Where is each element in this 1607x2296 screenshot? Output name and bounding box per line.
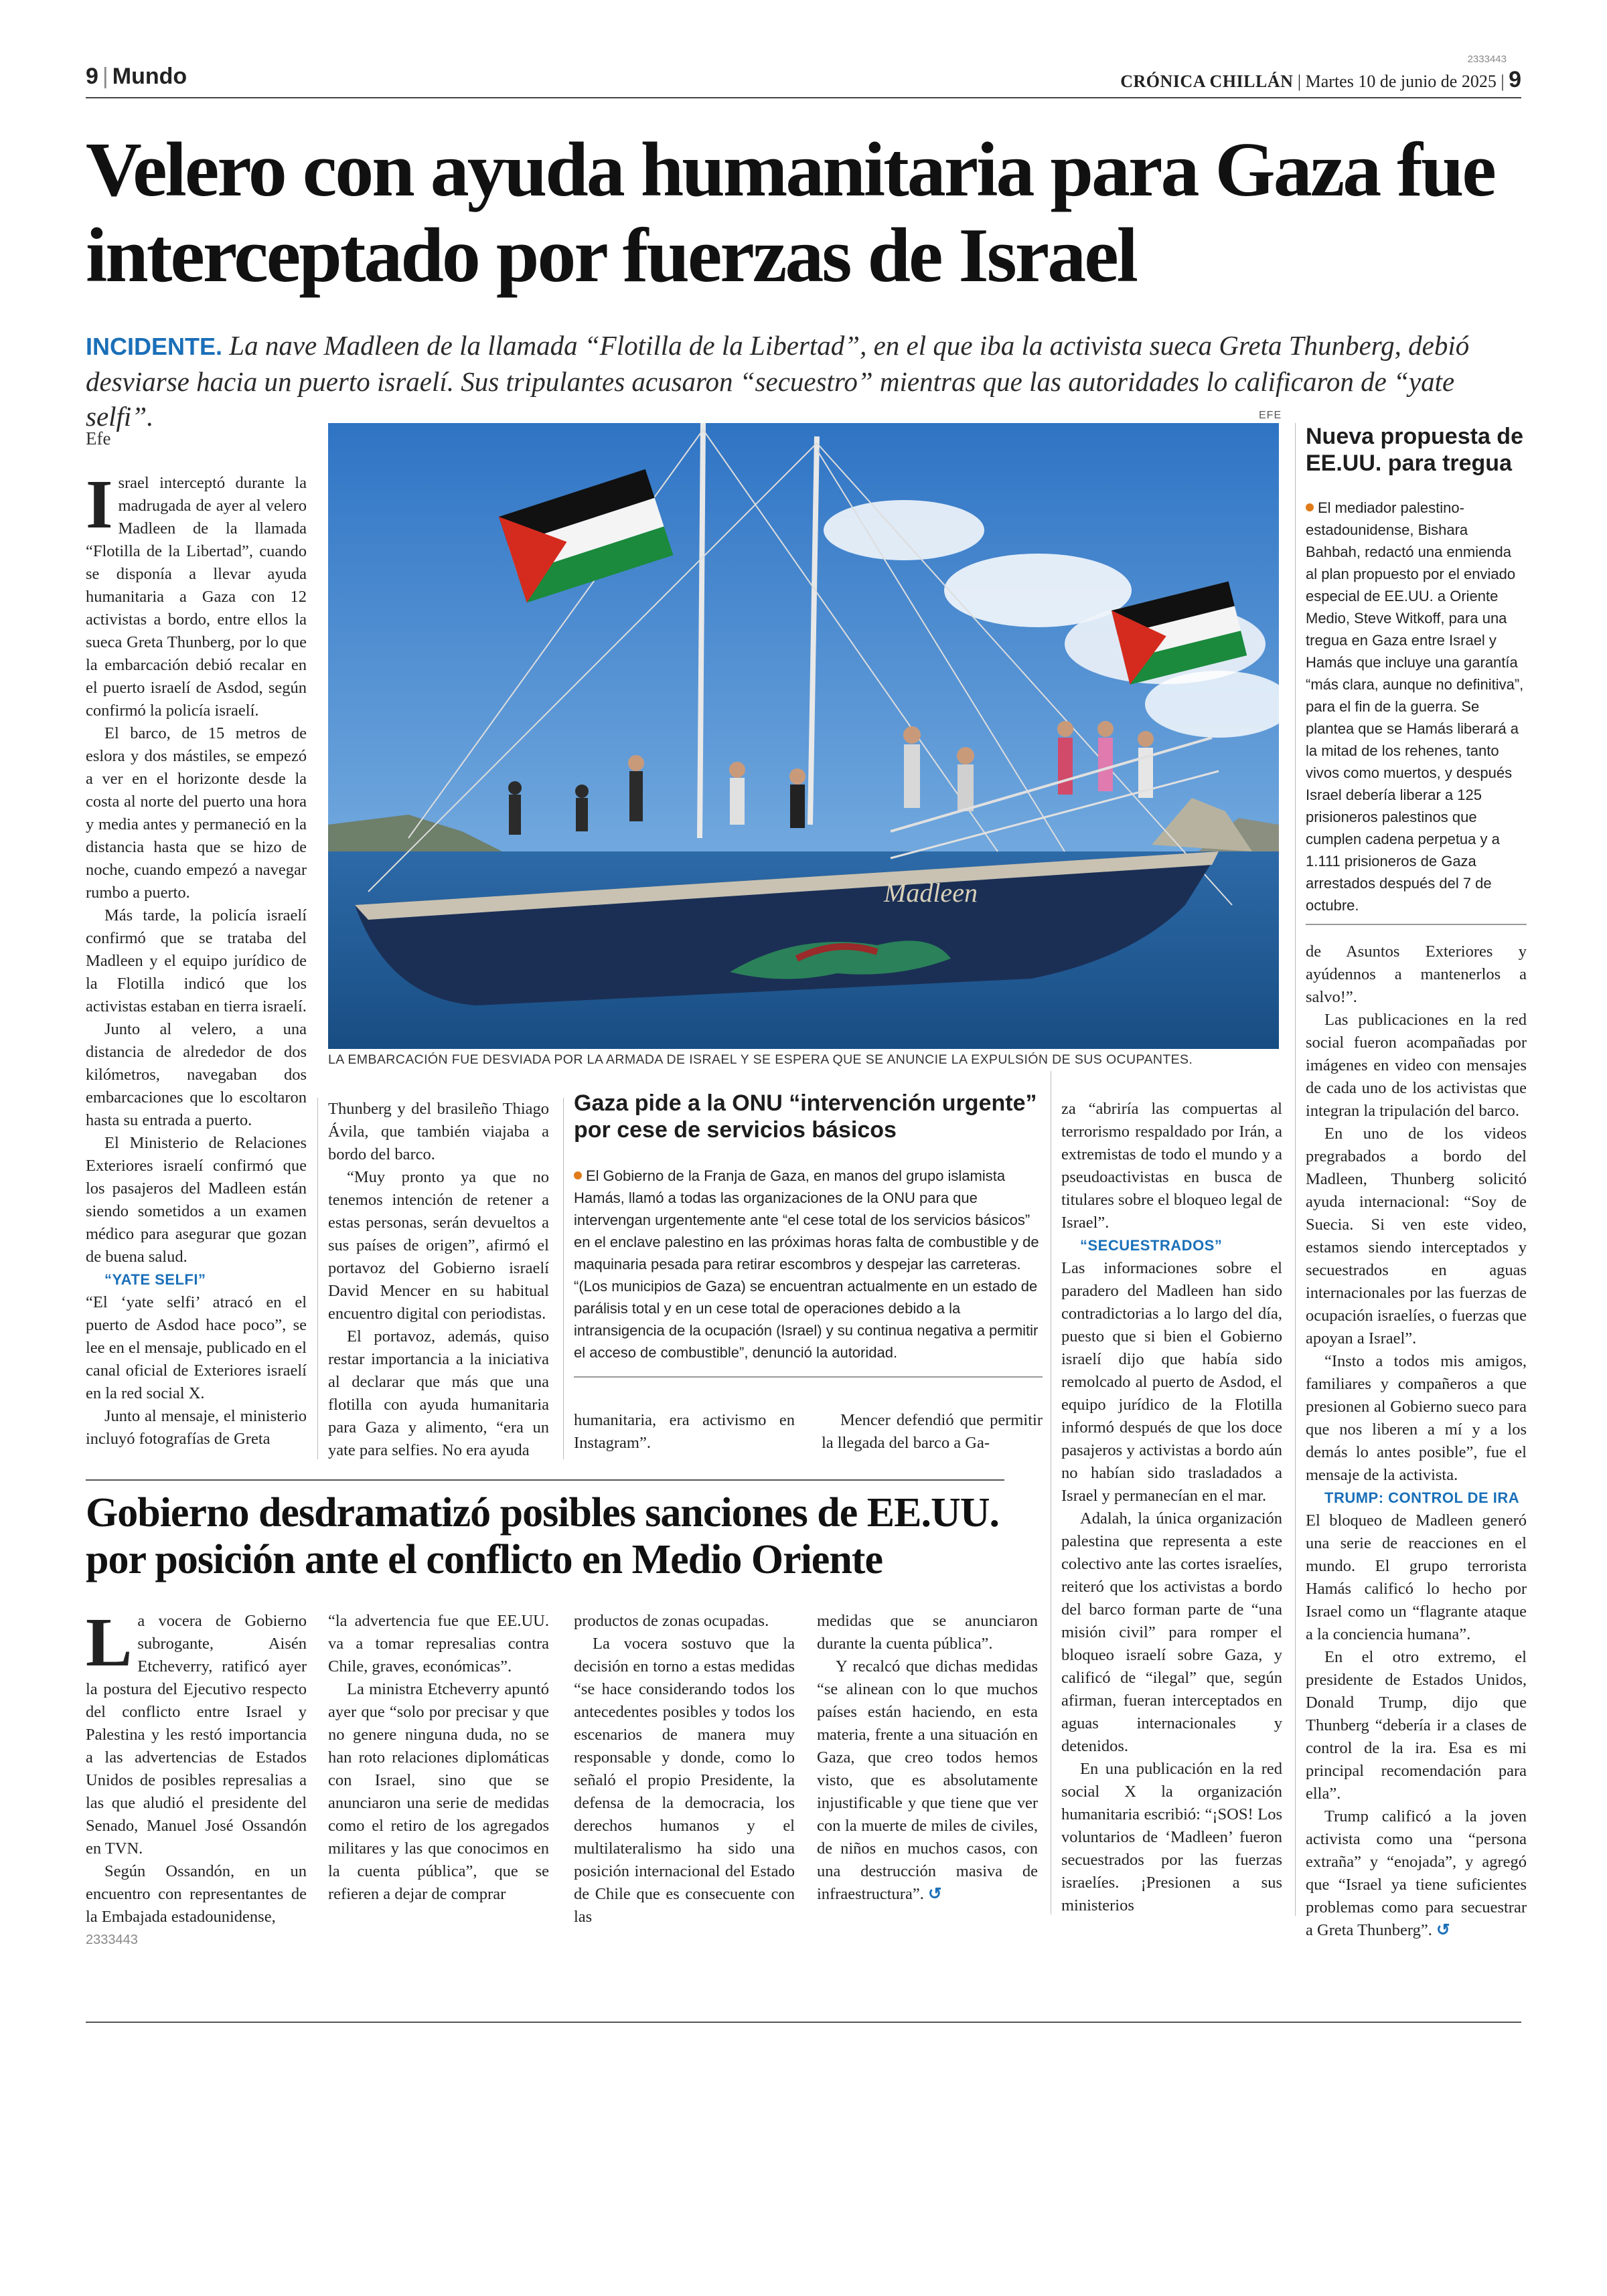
paragraph: za “abriría las compuertas al terrorismo respaldado por Irán, a extremistas de todo el mundo y a pseudoactivistas en busca de titulares sobre el bloqueo legal de Israel”.: [1061, 1100, 1282, 1232]
header-rule: [86, 97, 1521, 98]
paragraph: En uno de los videos pregrabados a bordo del Madleen, Thunberg solicitó ayuda internacional: “Soy de Suecia. Si ven este video, estamos siendo interceptados y secuestrados en aguas internacionales por las fuerzas de ocupación israelíes, o fuerzas que apoyan a Israel”.: [1306, 1125, 1527, 1347]
paragraph: La vocera sostuvo que la decisión en torno a estas medidas “se hace considerando todos los antecedentes posibles y todos los escenarios de manera muy responsable y donde, como lo señaló el propio Presidente, la defensa de la democracia, los derechos humanos y el multilateralismo ha sido una posición internacional del Estado de Chile que es consecuente con las: [574, 1635, 795, 1926]
sailboat-illustration: [328, 423, 1279, 1049]
bullet-dot: [574, 1171, 582, 1179]
photo-credit: EFE: [1259, 410, 1282, 421]
sidebar-title: Nueva propuesta de EE.UU. para tregua: [1306, 424, 1523, 476]
sidebar-rule: [1306, 924, 1527, 925]
column-rule: [317, 1098, 318, 1459]
second-story-column-2: [328, 1610, 549, 1906]
main-story-column-3: [574, 1409, 795, 1455]
column-rule: [1295, 423, 1296, 1916]
gaza-box-title: Gaza pide a la ONU “intervención urgente” por cese de servicios básicos: [574, 1090, 1037, 1143]
second-story-rule: [86, 1479, 1004, 1481]
paragraph: “Muy pronto ya que no tenemos intención de retener a estas personas, serán devueltos a sus países de origen”, afirmó el portavoz del Gobierno israelí David Mencer en su habitual encuentro digital con periodistas.: [328, 1168, 549, 1323]
paragraph: Mencer defendió que permitir la llegada del barco a Ga-: [822, 1411, 1043, 1452]
paragraph: “El ‘yate selfi’ atracó en el puerto de Asdod hace poco”, se lee en el mensaje, publicado en el canal oficial de Exteriores israelí en la red social X.: [86, 1293, 307, 1402]
paragraph: “Insto a todos mis amigos, familiares y compañeros a que presionen al Gobierno sueco para que nos liberen a mí y a los demás lo antes posible”, fue el mensaje de la activista.: [1306, 1352, 1527, 1484]
paragraph: Las informaciones sobre el paradero del Madleen han sido contradictorias a lo largo del día, puesto que si bien el Gobierno israelí dijo que había sido remolcado al puerto de Asdod, el equipo jurídico de la Flotilla informó después de que los doce pasajeros y activistas a bordo aún no habían sido trasladados a Israel y permanecían en el mar.: [1061, 1259, 1282, 1505]
subhead-trump: TRUMP: CONTROL DE IRA: [1324, 1489, 1520, 1506]
paragraph: La ministra Etcheverry apuntó ayer que “solo por precisar y que no genere ninguna duda, no se han roto relaciones diplomáticas con Israel, sino que se anunciaron una serie de medidas como el retiro de los agregados militares y las que conocimos en la cuenta pública”, que se refieren a dejar de comprar: [328, 1680, 549, 1903]
subhead-yate-selfi: “YATE SELFI”: [104, 1271, 206, 1288]
deck-text: La nave Madleen de la llamada “Flotilla de la Libertad”, en el que iba la activista sueca Greta Thunberg, debió desviarse hacia un puerto israelí. Sus tripulantes acusaron “secuestro” mientras que las autoridades lo calificaron de “yate selfi”.: [86, 330, 1470, 432]
page-number-left: 9: [86, 64, 98, 89]
newspaper-name: CRÓNICA CHILLÁN: [1120, 72, 1294, 91]
end-mark-icon: ↺: [927, 1885, 942, 1903]
second-headline: Gobierno desdramatizó posibles sanciones de EE.UU. por posición ante el conflicto en Medio Oriente: [86, 1490, 1000, 1582]
paragraph: En el otro extremo, el presidente de Estados Unidos, Donald Trump, dijo que Thunberg “debería ir a clases de control de la ira. Esa es mi principal recomendación para ella”.: [1306, 1648, 1527, 1803]
paragraph: [1306, 1805, 1527, 1942]
paragraph: Adalah, la única organización palestina que representa a este colectivo ante las cortes israelíes, reiteró que los activistas a bordo del barco forman parte de “una misión civil” para romper el bloqueo israelí sobre Gaza, y calificó de “ilegal” que, según afirman, fueran interceptados en aguas internacionales y detenidos.: [1061, 1509, 1282, 1755]
paragraph-text: Trump calificó a la joven activista como una “persona extraña” y “enojada”, y agregó que “Israel ya tiene suficientes problemas como para secuestrar a Greta Thunberg”.: [1306, 1807, 1527, 1939]
sidebar-body: [1306, 497, 1527, 916]
second-story-column-4: [817, 1610, 1038, 1906]
header-id-code: 2333443: [1467, 54, 1507, 65]
main-story-column-6: [1306, 940, 1527, 1942]
paragraph: Junto al velero, a una distancia de alrededor de dos kilómetros, navegaban dos embarcaciones que lo escoltaron hasta su entrada a puerto.: [86, 1020, 307, 1129]
gaza-box-rule: [574, 1376, 1043, 1378]
deck: [86, 328, 1525, 434]
page-section-header: 9 | Mundo: [86, 64, 187, 89]
second-story-column-3: [574, 1610, 795, 1929]
gaza-box-body: [574, 1165, 1043, 1364]
end-mark-icon: ↺: [1436, 1921, 1450, 1939]
main-story-column-2: [328, 1098, 549, 1462]
bullet-dot: [1306, 503, 1314, 511]
dropcap: L: [86, 1604, 133, 1681]
paragraph: El bloqueo de Madleen generó una serie de reacciones en el mundo. El grupo terrorista Hamás calificó lo hecho por Israel como un “flagrante ataque a la conciencia humana”.: [1306, 1511, 1527, 1643]
id-code: 2333443: [86, 1933, 138, 1947]
second-story-column-1: [86, 1604, 307, 1951]
main-story-column-4: [822, 1409, 1043, 1455]
section-name: Mundo: [112, 64, 187, 89]
paragraph: srael interceptó durante la madrugada de ayer al velero Madleen de la llamada “Flotilla de la Libertad”, cuando se disponía a llevar ayuda humanitaria a Gaza con 12 activistas a bordo, entre ellos la sueca Greta Thunberg, por lo que la embarcación debió recalar en el puerto israelí de Asdod, según confirmó la policía israelí.: [86, 474, 307, 720]
paragraph: humanitaria, era activismo en Instagram”.: [574, 1411, 795, 1452]
paragraph: Junto al mensaje, el ministerio incluyó fotografías de Greta: [86, 1407, 307, 1448]
paragraph: “la advertencia fue que EE.UU. va a tomar represalias contra Chile, graves, económicas”.: [328, 1612, 549, 1675]
paragraph: productos de zonas ocupadas.: [574, 1612, 769, 1630]
paragraph: El barco, de 15 metros de eslora y dos mástiles, se empezó a ver en el horizonte desde la costa al norte del puerto una hora y media antes y permaneció en la distancia hasta que se hizo de noche, cuando empezó a navegar rumbo a puerto.: [86, 724, 307, 902]
photo-caption: LA EMBARCACIÓN FUE DESVIADA POR LA ARMADA DE ISRAEL Y SE ESPERA QUE SE ANUNCIE LA EXPULSIÓN DE SUS OCUPANTES.: [328, 1052, 1193, 1067]
paragraph: a vocera de Gobierno subrogante, Aisén Etcheverry, ratificó ayer la postura del Ejecutivo respecto del conflicto entre Israel y Palestina y les restó importancia a las advertencias de Estados Unidos de posibles represalias a las que aludió el presidente del Senado, Manuel José Ossandón en TVN.: [86, 1612, 307, 1858]
boat-name: Madleen: [884, 878, 978, 908]
paragraph: El portavoz, además, quiso restar importancia a la iniciativa al declarar que más que una flotilla con ayuda humanitaria para Gaza y alimento, “era un yate para selfies. No era ayuda: [328, 1327, 549, 1459]
kicker: INCIDENTE.: [86, 333, 223, 360]
column-rule: [563, 1098, 564, 1459]
newspaper-dateline: CRÓNICA CHILLÁN | Martes 10 de junio de 2025 | 9: [1120, 67, 1521, 92]
gaza-box-text: El Gobierno de la Franja de Gaza, en manos del grupo islamista Hamás, llamó a todas las organizaciones de la ONU para que intervengan urgentemente ante “el cese total de los servicios básicos” en el enclave palestino en las próximas horas falta de combustible y de maquinaria pesada para retirar escombros y despejar las carreteras. “(Los municipios de Gaza) se encuentran actualmente en un estado de parálisis total y en un cese total de operaciones debido a la intransigencia de la ocupación (Israel) y su continua negativa a permitir el acceso de combustible”, denunció la autoridad.: [574, 1167, 1039, 1361]
paragraph: Más tarde, la policía israelí confirmó que se trataba del Madleen y el equipo jurídico de la Flotilla indicó que los activistas estaban en tierra israelí.: [86, 906, 307, 1015]
sidebar-text: El mediador palestino-estadounidense, Bishara Bahbah, redactó una enmienda al plan propuesto por el enviado especial de EE.UU. a Oriente Medio, Steve Witkoff, para una tregua en Gaza entre Israel y Hamás que incluye una garantía “más clara, aunque no definitiva”, para el fin de la guerra. Se plantea que se Hamás liberará a la mitad de los rehenes, tanto vivos como muertos, y después Israel debería liberar a 125 prisioneros palestinos que cumplen cadena perpetua y a 1.111 prisioneros de Gaza arrestados después del 7 de octubre.: [1306, 499, 1524, 914]
paragraph: medidas que se anunciaron durante la cuenta pública”.: [817, 1612, 1038, 1653]
paragraph: Y recalcó que dichas medidas “se alinean con lo que muchos países están haciendo, en esta materia, frente a una situación en Gaza, que creo todos hemos visto, que es absolutamente injustificable y que tiene que ver con la muerte de miles de civiles, de niños en muchos casos, con una destrucción masiva de infraestructura”.: [817, 1657, 1038, 1903]
dropcap: I: [86, 466, 113, 543]
paragraph: Las publicaciones en la red social fueron acompañadas por imágenes en video con mensajes de cada uno de los activistas que integran la tripulación del barco.: [1306, 1011, 1527, 1120]
publication-date: Martes 10 de junio de 2025: [1305, 72, 1497, 91]
main-headline: Velero con ayuda humanitaria para Gaza fue interceptado por fuerzas de Israel: [86, 127, 1495, 299]
paragraph: Según Ossandón, en un encuentro con representantes de la Embajada estadounidense,: [86, 1862, 307, 1926]
byline: Efe: [86, 428, 111, 448]
boat-photo: [328, 423, 1279, 1049]
paragraph: En una publicación en la red social X la organización humanitaria escribió: “¡SOS! Los voluntarios de ‘Madleen’ fueron secuestrados por las fuerzas israelíes. ¡Presionen a sus ministerios: [1061, 1760, 1282, 1914]
main-story-column-1: [86, 466, 307, 1451]
page-number-right: 9: [1509, 67, 1521, 92]
footer-rule: [86, 2022, 1521, 2023]
paragraph: de Asuntos Exteriores y ayúdennos a mantenerlos a salvo!”.: [1306, 942, 1527, 1006]
paragraph: El Ministerio de Relaciones Exteriores israelí confirmó que los pasajeros del Madleen están siendo sometidos a un examen médico para asegurar que gozan de buena salud.: [86, 1134, 307, 1266]
subhead-secuestrados: “SECUESTRADOS”: [1080, 1237, 1223, 1254]
main-story-column-5: [1061, 1098, 1282, 1917]
paragraph: Thunberg y del brasileño Thiago Ávila, que también viajaba a bordo del barco.: [328, 1100, 549, 1163]
